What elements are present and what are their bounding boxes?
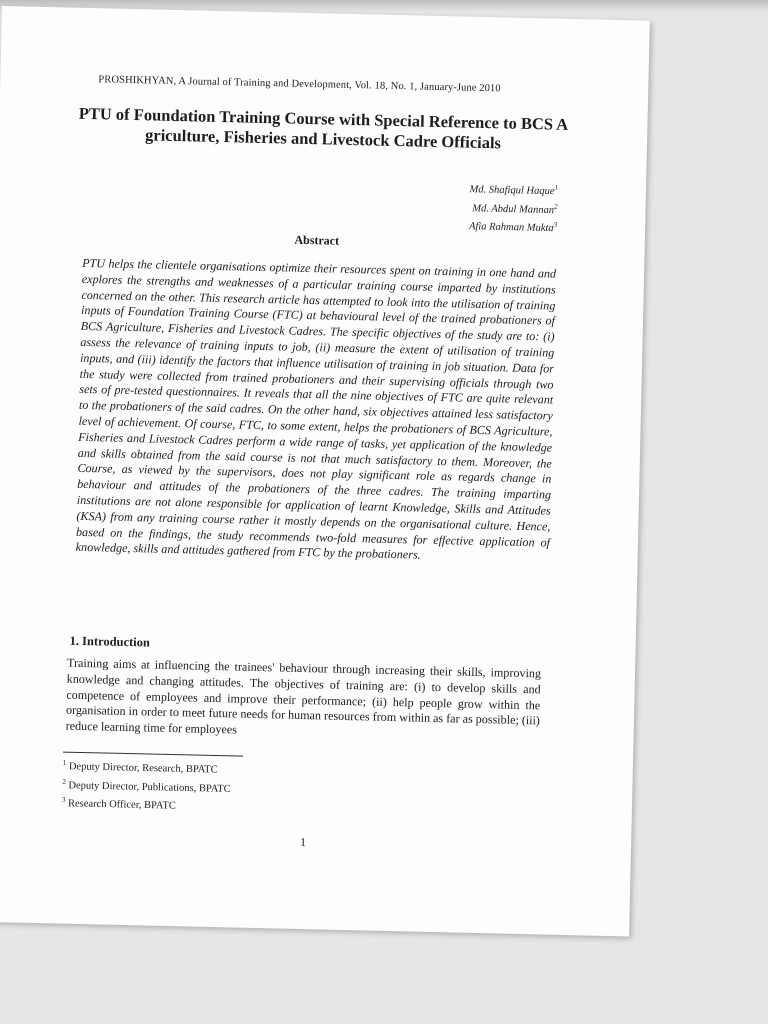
author-line	[469, 197, 558, 218]
author-name: Afia Rahman Mukta	[468, 221, 554, 235]
footnote	[62, 793, 231, 815]
footnote-text: Deputy Director, Research, BPATC	[68, 761, 218, 776]
page-number: 1	[299, 834, 307, 850]
abstract-text: PTU helps the clientele organisations optimize their resources spent on training in one hand and explores the strengths and weaknesses of a particular training course imparted by institutions concerned on the other. This research article has attempted to look into the utilisation of training inputs of Foundation Training Course (FTC) at behavioural level of the trained probationers of BCS Agriculture, Fisheries and Livestock Cadres. The specific objectives of the study are to: (i) assess the relevance of training inputs to job, (ii) measure the extent of utilisation of training inputs, and (iii) identify the factors that influence utilisation of training in job situation. Data for the study were collected from trained probationers and their supervising officials through two sets of pre-tested questionnaires. It reveals that all the nine objectives of FTC are quite relevant to the probationers of the said cadres. On the other hand, six objectives attained less satisfactory level of achievement. Of course, FTC, to some extent, helps the probationers of BCS Agriculture, Fisheries and Livestock Cadres perform a wide range of tasks, yet application of the knowledge and skills obtained from the said course is not that much satisfactory to them. Moreover, the Course, as viewed by the supervisors, does not play significant role as regards change in behaviour and attitudes of the probationers of the three cadres. The training imparting institutions are not alone responsible for application of learnt Knowledge, Skills and Attitudes (KSA) from any training course rather it mostly depends on the organisational culture. Hence, based on the findings, the study recommends two-fold measures for effective application of knowledge, skills and attitudes gathered from FTC by the probationers.	[75, 255, 557, 562]
intro-paragraph: Training aims at influencing the trainees' behaviour through increasing their skills, improving knowledge and changing attitudes. The objectives of training are: (i) to develop skills and competence of employees and improve their performance; (ii) help people grow within the organisation in order to meet future needs for human resources from within as far as possible; (iii) reduce learning time for employees	[65, 655, 542, 737]
author-name: Md. Abdul Mannan	[472, 202, 555, 216]
footnote-mark: 1	[62, 758, 67, 767]
author-footnote-mark: 3	[553, 220, 558, 229]
author-line	[469, 216, 558, 237]
author-name: Md. Shafiqul Haque	[469, 184, 555, 198]
author-footnote-mark: 2	[554, 202, 558, 211]
footnote-mark: 2	[62, 777, 67, 786]
footnote-text: Deputy Director, Publications, BPATC	[68, 779, 231, 795]
abstract-heading: Abstract	[294, 232, 340, 248]
author-list	[469, 179, 559, 236]
footnote-mark: 3	[61, 795, 66, 804]
document-page	[0, 6, 650, 936]
footnote-text: Research Officer, BPATC	[67, 798, 176, 812]
footnotes	[62, 756, 232, 815]
paper-title: PTU of Foundation Training Course with Special Reference to BCS A griculture, Fisheries and Livestock Cadre Officials	[78, 103, 569, 153]
author-footnote-mark: 1	[554, 183, 559, 192]
running-head: PROSHIKHYAN, A Journal of Training and Development, Vol. 18, No. 1, January-June 2010	[98, 74, 501, 95]
author-line	[469, 179, 558, 200]
section-heading: 1. Introduction	[69, 633, 151, 650]
